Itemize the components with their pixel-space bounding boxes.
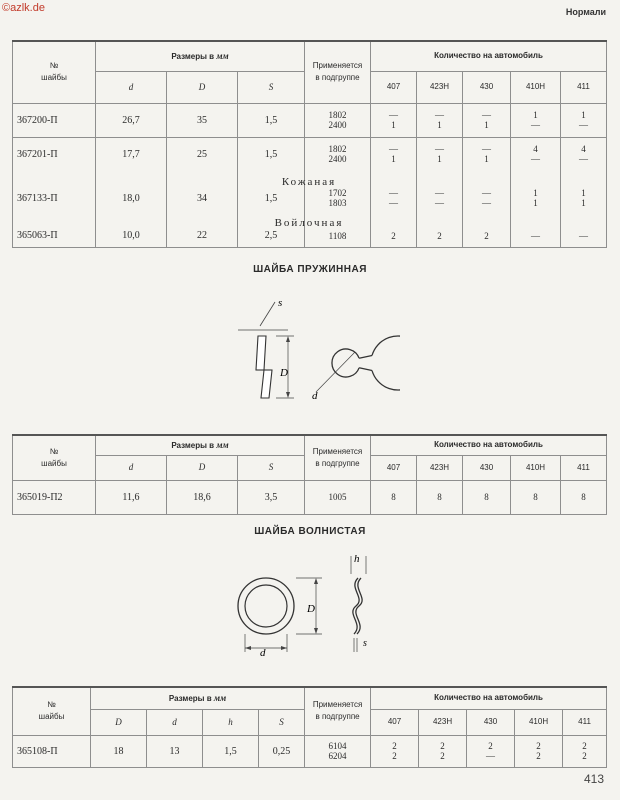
applied-header: Применяется в подгруппе <box>305 41 371 103</box>
table-row <box>13 185 607 211</box>
model-header: 407 <box>371 709 419 735</box>
wavy-washer-table <box>12 686 607 768</box>
model-header: 410Н <box>511 71 561 103</box>
qty-cell: — 1 <box>463 103 511 137</box>
dim-label-s: s <box>278 297 283 309</box>
dim-h: 1,5 <box>203 735 259 767</box>
table-row <box>13 735 607 767</box>
qty-cell: 8 <box>417 480 463 514</box>
model-header: 407 <box>371 71 417 103</box>
dim-S: 2,5 <box>238 225 305 247</box>
dim-header: S <box>238 455 305 480</box>
qty-cell: 2 2 <box>371 735 419 767</box>
table-row <box>13 137 607 171</box>
model-header: 423Н <box>417 71 463 103</box>
dim-S: 1,5 <box>238 137 305 171</box>
table-row <box>13 103 607 137</box>
qty-cell: 4 — <box>561 137 607 171</box>
model-header: 411 <box>563 709 607 735</box>
qty-cell: 2 <box>417 225 463 247</box>
watermark: ©azlk.de <box>2 2 45 14</box>
part-code: 367133-П <box>13 185 96 211</box>
subgroup: 1005 <box>305 480 371 514</box>
dim-header: D <box>167 71 238 103</box>
applied-header: Применяется в подгруппе <box>305 687 371 735</box>
dim-d: 11,6 <box>96 480 167 514</box>
dim-d: 13 <box>147 735 203 767</box>
qty-cell: 2 2 <box>515 735 563 767</box>
dim-label-d: d <box>260 647 266 659</box>
subgroup: 1702 1803 <box>305 185 371 211</box>
spring-washer-title: ШАЙБА ПРУЖИННАЯ <box>253 264 367 275</box>
qty-cell: — 1 <box>371 103 417 137</box>
part-code: 367201-П <box>13 137 96 171</box>
dim-header: D <box>91 709 147 735</box>
quantity-header: Количество на автомобиль <box>371 687 607 709</box>
section-title: Нормали <box>565 7 606 17</box>
qty-cell: 8 <box>561 480 607 514</box>
model-header: 430 <box>463 71 511 103</box>
part-code: 365108-П <box>13 735 91 767</box>
qty-cell: — 1 <box>417 103 463 137</box>
dim-d: 26,7 <box>96 103 167 137</box>
dim-header: h <box>203 709 259 735</box>
part-code: 365063-П <box>13 225 96 247</box>
dim-label-s: s <box>363 638 367 649</box>
part-code: 365019-П2 <box>13 480 96 514</box>
model-header: 410Н <box>511 455 561 480</box>
dim-header: S <box>238 71 305 103</box>
model-header: 410Н <box>515 709 563 735</box>
model-header: 430 <box>467 709 515 735</box>
dim-label-D: D <box>280 367 288 379</box>
dim-label-h: h <box>354 553 360 565</box>
table-row <box>13 480 607 514</box>
dim-D: 18,6 <box>167 480 238 514</box>
qty-cell: 2 — <box>467 735 515 767</box>
dim-header: S <box>259 709 305 735</box>
dim-d: 17,7 <box>96 137 167 171</box>
dim-D: 18 <box>91 735 147 767</box>
qty-cell: 2 2 <box>419 735 467 767</box>
material-label-felt: Войлочная <box>274 217 344 229</box>
qty-cell: 4 — <box>511 137 561 171</box>
qty-cell: 1 — <box>511 103 561 137</box>
dim-label-D: D <box>307 603 315 615</box>
dim-D: 25 <box>167 137 238 171</box>
dim-header: d <box>96 455 167 480</box>
model-header: 423Н <box>419 709 467 735</box>
dim-S: 1,5 <box>238 103 305 137</box>
qty-cell: 1 1 <box>561 185 607 211</box>
qty-cell: 1 — <box>561 103 607 137</box>
subgroup: 6104 6204 <box>305 735 371 767</box>
model-header: 423Н <box>417 455 463 480</box>
wavy-washer-drawing <box>230 548 390 660</box>
qty-cell: — — <box>371 185 417 211</box>
sizes-header: Размеры в мм <box>96 435 305 455</box>
spring-washer-drawing <box>220 292 400 410</box>
qty-cell: — <box>561 225 607 247</box>
dim-D: 34 <box>167 185 238 211</box>
sizes-header: Размеры в мм <box>96 41 305 71</box>
qty-cell: — <box>511 225 561 247</box>
qty-cell: 2 <box>371 225 417 247</box>
model-header: 411 <box>561 71 607 103</box>
qty-cell: 1 1 <box>511 185 561 211</box>
dim-S: 3,5 <box>238 480 305 514</box>
subgroup: 1802 2400 <box>305 103 371 137</box>
qty-cell: — — <box>417 185 463 211</box>
dim-d: 10,0 <box>96 225 167 247</box>
qty-cell: 2 <box>463 225 511 247</box>
quantity-header: Количество на автомобиль <box>371 435 607 455</box>
qty-cell: — 1 <box>371 137 417 171</box>
qty-cell: 8 <box>371 480 417 514</box>
part-code: 367200-П <box>13 103 96 137</box>
material-label-leather: Кожаная <box>281 176 337 188</box>
model-header: 407 <box>371 455 417 480</box>
page-number: 413 <box>583 772 604 786</box>
qty-cell: — 1 <box>463 137 511 171</box>
dim-D: 35 <box>167 103 238 137</box>
dim-label-d: d <box>312 390 318 402</box>
dim-header: d <box>96 71 167 103</box>
model-header: 411 <box>561 455 607 480</box>
dim-d: 18,0 <box>96 185 167 211</box>
qty-cell: 8 <box>511 480 561 514</box>
subgroup: 1802 2400 <box>305 137 371 171</box>
qty-cell: — — <box>463 185 511 211</box>
qty-cell: — 1 <box>417 137 463 171</box>
qty-cell: 2 2 <box>563 735 607 767</box>
dim-S: 0,25 <box>259 735 305 767</box>
subgroup: 1108 <box>305 225 371 247</box>
applied-header: Применяется в подгруппе <box>305 435 371 480</box>
col-number-header: № шайбы <box>13 435 96 480</box>
sizes-header: Размеры в мм <box>91 687 305 709</box>
quantity-header: Количество на автомобиль <box>371 41 607 71</box>
spring-washer-table <box>12 434 607 515</box>
model-header: 430 <box>463 455 511 480</box>
col-number-header: № шайбы <box>13 687 91 735</box>
dim-header: d <box>147 709 203 735</box>
dim-D: 22 <box>167 225 238 247</box>
col-number-header: № шайбы <box>13 41 96 103</box>
qty-cell: 8 <box>463 480 511 514</box>
wavy-washer-title: ШАЙБА ВОЛНИСТАЯ <box>254 526 366 537</box>
dim-header: D <box>167 455 238 480</box>
dim-S: 1,5 <box>238 185 305 211</box>
